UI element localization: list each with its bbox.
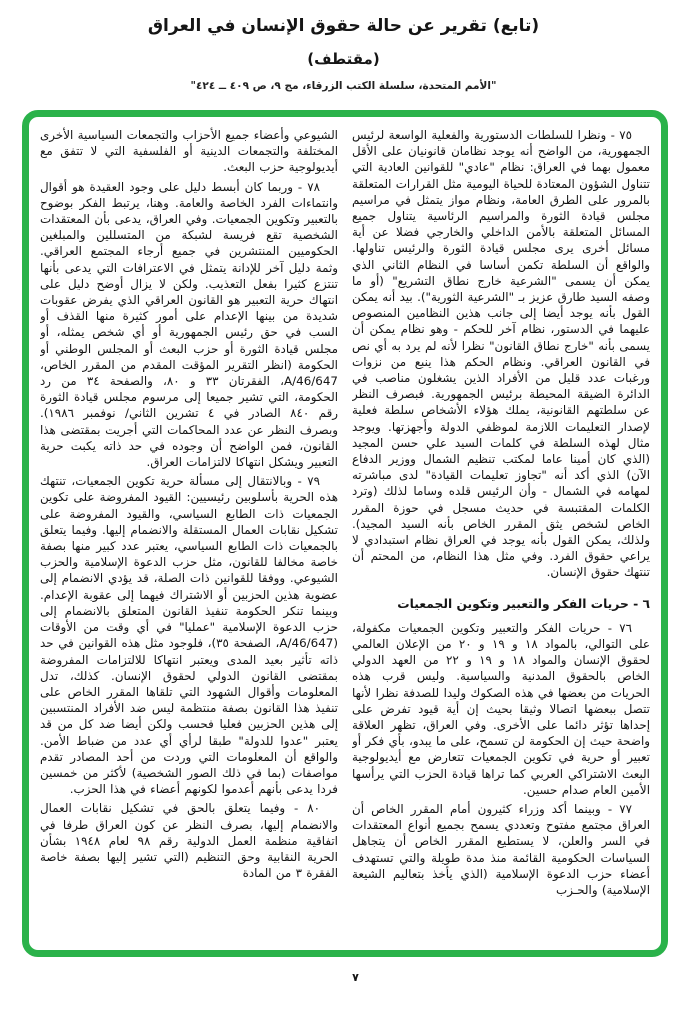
- section-heading-6: ٦ - حريات الفكر والتعبير وتكوين الجمعيات: [397, 596, 650, 611]
- column-left: [40, 127, 338, 942]
- paragraph-75: ٧٥ - ونظرا للسلطات الدستورية والفعلية الواسعة لرئيس الجمهورية، من الواضح أنه يوجد نظامان قانونيان على الأقل معمول بهما في العراق: نظام "عادي" للقوانين العادية التي تتناول الشؤون المعتادة للحياة اليومية مثل القرارات المتعلقة بالمرور على الطرق العامة، ونظام مواز يتمثل في مراسيم مجلس قيادة الثورة والمراسيم الرئاسية يتناول جميع المسائل المتعلقة بالأمن الداخلي والخارجي فضلا عن أية مسائل أخرى يرى مجلس قيادة الثورة والرئيس تناولها. والواقع أن السلطة تكمن أساسا في النظام الثاني الذي يمكن أن يسمى "الشرعية خارج نطاق التشريع" (أو ما وصفه السيد طارق عزيز بـ "الشرعية الثورية"). بيد أنه يمكن القول بأنه يوجد أيضا إلى جانب هذين النظامين المنصوص عليهما في الدستور، نظام آخر للحكم - وهو نظام يمكن أن يسمى بأنه "خارج نطاق القانون" نظرا لأنه لم يرد به أي نص في القانون العراقي. ونظام الحكم هذا ينبع من نزوات ورغبات عدد قليل من الأفراد الذين يشغلون مناصب في الدائرة الضيقة المحيطة برئيس الجمهورية. فبصرف النظر عن سلطتهم القانونية، يملك هؤلاء الأشخاص سلطة فعلية لإصدار التعليمات اللازمة لموظفي الدولة وأجهزتها. ويوجد مثال لهذه السلطة في كلمات السيد علي حسن المجيد (الذي كان أمينا عاما لمكتب تنظيم الشمال ووزير الدفاع الآن) الذي أكد أنه "تجاوز تعليمات القيادة" لدى مباشرته لمهامه في الشمال - وأن الرئيس قلده وساما لذلك (وترد الكلمات المقتبسة في حديث مسجل في حوزة المقرر الخاص لشخص يثق المقرر الخاص بأنه السيد المجيد). ولذلك، يمكن القول بأنه يوجد في العراق نظام استبدادي لا يراعي حقوق الفرد. وفي مثل هذا النظام، من المحتم أن تنتهك حقوق الإنسان.: [352, 128, 650, 580]
- paragraph-78: ٧٨ - وربما كان أبسط دليل على وجود العقيدة هو أقوال وانتماءات الفرد الخاصة والعامة. وهنا، يرتبط الفكر بوضوح بالتعبير وتكوين الجمعيات. وفي العراق، يدعى بأن المعتقدات الشخصية تقع فريسة لشبكة من المتسللين والمبلغين الحكوميين المنتشرين في جميع أرجاء المجتمع العراقي. وثمة دليل آخر للإدانة يتمثل في الاعترافات التي يدعى بأنها تنتزع كثيرا بفعل التعذيب. ولكن لا يزال أوضح دليل على انتهاك حرية التعبير هو القانون العراقي الذي يفرض عقوبات شديدة من بينها الإعدام على أمور كثيرة منها القذف أو السب في حق رئيس الجمهورية أو أي شخص يمثله، أو مجلس قيادة الثورة أو حزب البعث أو المجلس الوطني أو الحكومة (انظر التقرير المؤقت المقدم من المقرر الخاص، A/46/647، الفقرتان ٣٣ و ٨٠، والصفحة ٣٤ من رد الحكومة، التي تشير جميعا إلى مرسوم مجلس قيادة الثورة رقم ٨٤٠ الصادر في ٤ تشرين الثاني/ نوفمبر ١٩٨٦). وبصرف النظر عن عدد المحاكمات التي أجريت بمقتضى هذا القانون، فمن الواضح أن وجوده في حد ذاته يكبت حرية التعبير ويشكل انتهاكا لالتزامات العراق.: [40, 179, 338, 470]
- page-footer: [0, 966, 687, 985]
- paragraph-77: ٧٧ - وبينما أكد وزراء كثيرون أمام المقرر الخاص أن العراق مجتمع مفتوح وتعددي يسمح بجميع أنواع المعتقدات في السر والعلن، لا يستطيع المقرر الخاص أن يتجاهل السياسات الحكومية القائمة منذ مدة طويلة والتي تستهدف أعضاء حزب الدعوة الإسلامية (الذي يأخذ بتعاليم الشيعة الإسلامية) والحـزب: [352, 801, 650, 897]
- paragraph-79: ٧٩ - وبالانتقال إلى مسألة حرية تكوين الجمعيات، تنتهك هذه الحرية بأسلوبين رئيسيين: القيود المفروضة على تكوين الجمعيات ذات الطابع السياسي، والقيود المفروضة على تشكيل نقابات العمال المستقلة والانضمام إليها. وفيما يتعلق بالجمعيات ذات الطابع السياسي، يعتبر عدد كبير منها بصفة خاصة مخالفا للقانون، مثل حزب الدعوة الإسلامية والحزب الشيوعي. ووفقا للقوانين ذات الصلة، قد يؤدي الانضمام إلى عضوية هذين الحزبين أو الاشتراك فيهما إلى عقوبة الإعدام. وبينما تنكر الحكومة تنفيذ القانون المتعلق بالانضمام إلى حزب الدعوة الإسلامية "عمليا" في أي وقت من الأوقات (A/46/647، الصفحة ٣٥)، فلوجود مثل هذه القوانين في حد ذاته تأثير بعيد المدى ويعتبر انتهاكا للالتزامات المفروضة بمقتضى القانون الدولي لحقوق الإنسان. كذلك، تدل المعلومات وأقوال الشهود التي تلقاها المقرر الخاص على تنفيذ هذا القانون بصفة منتظمة ليس ضد الأفراد المنتسبين إلى هذين الحزبين فعليا فحسب ولكن أيضا ضد كل من قد يعتبر "عدوا للدولة" طبقا لرأي أي عدد من ضباط الأمن. والواقع أن المعلومات التي وردت من أحد المصادر تقدم مواصفات (بما في ذلك الصور الشخصية) لأكثر من خمسين فردا يدعى بأنهم أعدموا لكونهم أعضاء في هذا الحزب.: [40, 474, 338, 797]
- content-border-box: [22, 110, 668, 957]
- page-title: (تابع) تقرير عن حالة حقوق الإنسان في العراق: [147, 16, 540, 36]
- page-number: ٧: [352, 971, 359, 984]
- paragraph-76: ٧٦ - حريات الفكر والتعبير وتكوين الجمعيات مكفولة، على التوالي، بالمواد ١٨ و ١٩ و ٢٠ من الإعلان العالمي لحقوق الإنسان والمواد ١٨ و ١٩ و ٢٢ من العهد الدولي الخاص بالحقوق المدنية والسياسية. وليس قرب هذه الحريات من بعضها في هذه الصكوك وليدا للصدفة نظرا لأنها تتصل ببعضها اتصالا وثيقا بحيث إن أية قيود تفرض على إحداها تؤثر دائما على الأخرى. وفي العراق، تظهر العلاقة واضحة حيث إن الحكومة لن تسمح، على ما يبدو، بأي فكر أو تعبير أو حرية في تكوين الجمعيات تتعارض مع أيديولوجية البعث الاشتراكي العربي كما تراها قيادة الحزب التي يرأسها الأمين العام صدام حسين.: [352, 620, 650, 797]
- column-right: [352, 127, 650, 942]
- paragraph-80: ٨٠ - وفيما يتعلق بالحق في تشكيل نقابات العمال والانضمام إليها، بصرف النظر عن كون العراق طرفا في اتفاقية منظمة العمل الدولية رقم ٩٨ لعام ١٩٤٨ بشأن الحرية النقابية وحق التنظيم (التي تشير إليها بصفة خاصة الفقرة ٣ من المادة: [40, 801, 338, 881]
- paragraph-77-continuation: الشيوعي وأعضاء جميع الأحزاب والتجمعات السياسية الأخرى المختلفة والتجمعات الدينية أو الفلسفية التي لا تتفق مع أيديولوجية حزب البعث.: [40, 128, 338, 175]
- two-column-layout: [40, 127, 650, 942]
- document-header: [0, 0, 687, 92]
- page-subtitle: (مقتطف): [307, 50, 380, 68]
- source-citation: "الأمم المتحدة، سلسلة الكتب الزرقاء، مج ٩، ص ٤٠٩ ــ ٤٢٤": [190, 80, 497, 92]
